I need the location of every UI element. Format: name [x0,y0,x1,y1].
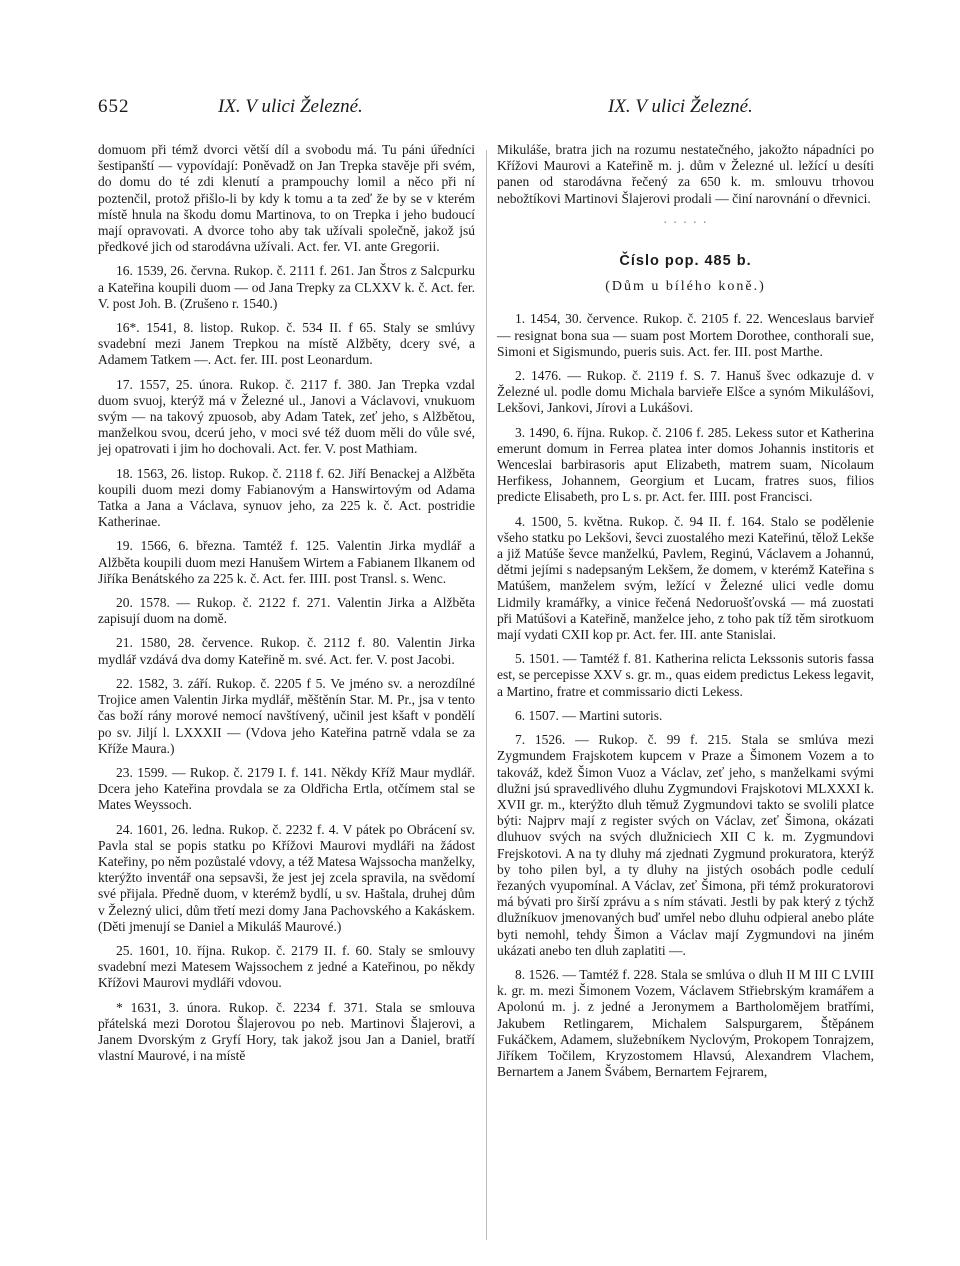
paragraph: 16*. 1541, 8. listop. Rukop. č. 534 II. f 65. Staly se smlúvy svadební mezi Janem Trepkou na místě Alžběty, dcery své, a Adamem Tatkem —. Act. fer. III. post Leonardum. [98,320,475,368]
paragraph: 5. 1501. — Tamtéž f. 81. Katherina relicta Lekssonis sutoris fassa est, se percepisse XXV s. gr. m., quas eidem predictus Lekess legavit, a Martino, fratre et commissario dicti Lekess. [497,651,874,699]
paragraph: 7. 1526. — Rukop. č. 99 f. 215. Stala se smlúva mezi Zygmundem Frajskotem kupcem v Praze a Šimonem Vozem a to takováž, kdež Šimon Vuoz a Václav, zeť jeho, s manželkami svými dlužni jsú spravedlivého dluhu Zygmundovi Frajskotovi MLXXXI k. XVII gr. m., kterýžto dluh těmuž Zygmundovi takto se svolili platce býti: Najprv mají z register svých on Václav, zeť Šimona, okázati dluhuov svých na svých dlužniciech XII C k. m. Zygmundovi Frejskotovi. A na ty dluhy má zjednati Zygmund prokuratora, kterýž by toho pilen byl, a ty dluhy na jistých osobách podle cedulí řezaných vyupomínal. A Václav, zeť Šimona, při témž prokuratorovi má bývati pro širší zprávu a s ním stávati. Jestli by pak který z týchž dlužníkuov jmenovaných buď umřel nebo dluhu odpieral anebo pláte byti nemohl, tehdy Šimon a Václav mají Zygmundovi na jiném ukázati anebo ten dluh zaplatiti —. [497,732,874,958]
running-header-left: IX. V ulici Železné. [218,96,363,117]
paragraph: 20. 1578. — Rukop. č. 2122 f. 271. Valentin Jirka a Alžběta zapisují duom na domě. [98,595,475,627]
paragraph: 6. 1507. — Martini sutoris. [515,707,663,723]
paragraph: 21. 1580, 28. července. Rukop. č. 2112 f. 80. Valentin Jirka mydlář vzdává dva domy Kateřině m. své. Act. fer. V. post Jacobi. [98,635,475,667]
paragraph: 23. 1599. — Rukop. č. 2179 I. f. 141. Někdy Kříž Maur mydlář. Dcera jeho Kateřina provdala se za Oldřicha Ertla, otčímem stal se Mates Weyssoch. [98,764,475,813]
paragraph: domuom při témž dvorci větší díl a svobodu má. Tu páni úředníci šestipanští — vypovídají: Poněvadž on Jan Trepka stavěje při svém, do domu do té zdi klenutí a prampouchy lomil a něco při ní poztenčil, protož přišlo-li by kdy k tomu a ta zeď že by se v kterém místě hnula na škodu domu Martinova, to on Trepka i jeho budoucí mají opravovati. A dvorce toho aby tak užívali společně, jakož jsú předkové jich od starodávna užívali. Act. fer. VI. ante Gregorii. [98,142,475,255]
paragraph: 4. 1500, 5. května. Rukop. č. 94 II. f. 164. Stalo se podělenie všeho statku po Lekšovi, ševci zuostalého mezi Kateřinú, tělož Lekše a již Matúše ševce manželkú, Pavlem, Reginú, Václavem a Johannú, dětmi jejími s nadepsaným Lekšem, že domem, v kterémž Kateřina s Matúšem, manželem svým, ležící v Železné ulici vedle domu Lidmily kramářky, a vinice řečená Nedoruošťovská — má zuostati při Matúšovi a Kateřině, manželce jeho, z toho pak tíž těm sirotkuom mají vydati CXII kop pr. Act. fer. III. ante Stanislai. [497,513,874,643]
right-column [497,142,874,1088]
left-column [98,142,475,1072]
section-separator: · · · · · [663,214,708,230]
paragraph: 17. 1557, 25. února. Rukop. č. 2117 f. 380. Jan Trepka vzdal duom svuoj, kterýž má v Železné ul., Janovi a Václavovi, vnukuom svým — na takový zpuosob, aby Adam Tatek, zeť jeho, s Alžbětou, manželkou svou, dcerú jeho, v moci své též duom měli do vůle své, jej opatrovati i jim ho dochovali. Act. fer. V. post Mathiam. [98,376,475,457]
paragraph: 2. 1476. — Rukop. č. 2119 f. S. 7. Hanuš švec odkazuje d. v Železné ul. podle domu Michala barvieře Elšce a synóm Mikulášovi, Lekšovi, Jankovi, Jírovi a Lukášovi. [497,368,874,416]
section-title: Číslo pop. 485 b. [619,253,752,270]
paragraph: 24. 1601, 26. ledna. Rukop. č. 2232 f. 4. V pátek po Obrácení sv. Pavla stal se popis statku po Křížovi Maurovi mydláři na žádost Kateřiny, po něm pozůstalé vdovy, a též Matesa Wajssocha manželky, kterýžto inventář ona sepsavši, že jest jej zcela spravila, na svědomí své přijala. Předně duom, v kterémž bydlí, u sv. Haštala, druhej dům v Železný ulici, dům třetí mezi domy Jana Pachovského a Kakáskem. (Děti jmenují se Daniel a Mikuláš Maurové.) [98,821,475,934]
paragraph: 25. 1601, 10. října. Rukop. č. 2179 II. f. 60. Staly se smlouvy svadební mezi Matesem Wajssochem z jedné a Kateřinou, po někdy Křížovi Maurovi mydláři vdovou. [98,942,475,991]
paragraph: 19. 1566, 6. března. Tamtéž f. 125. Valentin Jirka mydlář a Alžběta koupili duom mezi Hanušem Wirtem a Fabianem Ilkanem od Jiříka Benátského za 225 k. č. Act. fer. IIII. post Transl. s. Wenc. [98,538,475,586]
section-subtitle: (Dům u bílého koně.) [605,279,766,295]
paragraph: Mikuláše, bratra jich na rozumu nestatečného, jakožto nápadníci po Křížovi Maurovi a Kateřině m. j. dům v Železné ul. ležící u desíti panen od starodávna řečený za 650 k. m. smlouvu trhovou nebožtíkovi Martinovi Šlajerovi prodali — činí narovnání o dřevnici. [497,142,874,206]
paragraph: 16. 1539, 26. června. Rukop. č. 2111 f. 261. Jan Štros z Salcpurku a Kateřina koupili duom — od Jana Trepky za CLXXV k. č. Act. fer. V. post Joh. B. (Zrušeno r. 1540.) [98,263,475,311]
column-divider [486,150,487,1240]
paragraph: * 1631, 3. února. Rukop. č. 2234 f. 371. Stala se smlouva přátelská mezi Dorotou Šlajerovou po neb. Martinovi Šlajerovi, a Janem Dvorským z Gryfí Hory, tak jakož jsou Jan a Daniel, bratří vlastní Maurové, i na místě [98,999,475,1064]
paragraph: 8. 1526. — Tamtéž f. 228. Stala se smlúva o dluh II M III C LVIII k. gr. m. mezi Šimonem Vozem, Václavem Střiebrským kramářem a Apolonú m. j. z jedné a Jeronymem a Bartholomějem bratřími, Jakubem Retlingarem, Michalem Salspurgarem, Štěpánem Fukáčkem, Adamem, služebníkem Nyclovým, Prokopem Tonrajzem, Jiříkem Točilem, Kryzostomem Hlavsú, Alexandrem Vlachem, Bernartem a Janem Švábem, Bernartem Fejrarem, [497,966,874,1080]
running-header-right: IX. V ulici Železné. [608,96,753,117]
paragraph: 22. 1582, 3. září. Rukop. č. 2205 f 5. Ve jméno sv. a nerozdílné Trojice amen Valentin Jirka mydlář, měštěnín Star. M. Pr., jsa v tento čas boží rány morové nemocí navštívený, učinil jest kšaft v pondělí po sv. Jiljí l. LXXXII — (Vdova jeho Kateřina patrně vdala se za Kříže Maura.) [98,675,475,756]
paragraph: 1. 1454, 30. července. Rukop. č. 2105 f. 22. Wenceslaus barvieř — resignat bona sua — suam post Mortem Dorothee, conthorali sue, Simoni et Sigismundo, pueris suis. Act. fer. III. post Marthe. [497,311,874,359]
paragraph: 3. 1490, 6. října. Rukop. č. 2106 f. 285. Lekess sutor et Katherina emerunt domum in Ferrea platea inter domos Johannis institoris et Wenceslai barbirasoris aput Elizabeth, matrem suam, Nicolaum Herfikess, Johannem, Georgium et Lucam, fratres suos, filios predicte Elisabeth, pro L s. pr. Act. fer. IIII. post Francisci. [497,424,874,505]
page-number: 652 [98,96,130,117]
paragraph: 18. 1563, 26. listop. Rukop. č. 2118 f. 62. Jiří Benackej a Alžběta koupili duom mezi domy Fabianovým a Hanswirtovým od Adama Tatka a Jana a Václava, synuov jeho, za 225 k. č. Act. postridie Katherinae. [98,465,475,530]
